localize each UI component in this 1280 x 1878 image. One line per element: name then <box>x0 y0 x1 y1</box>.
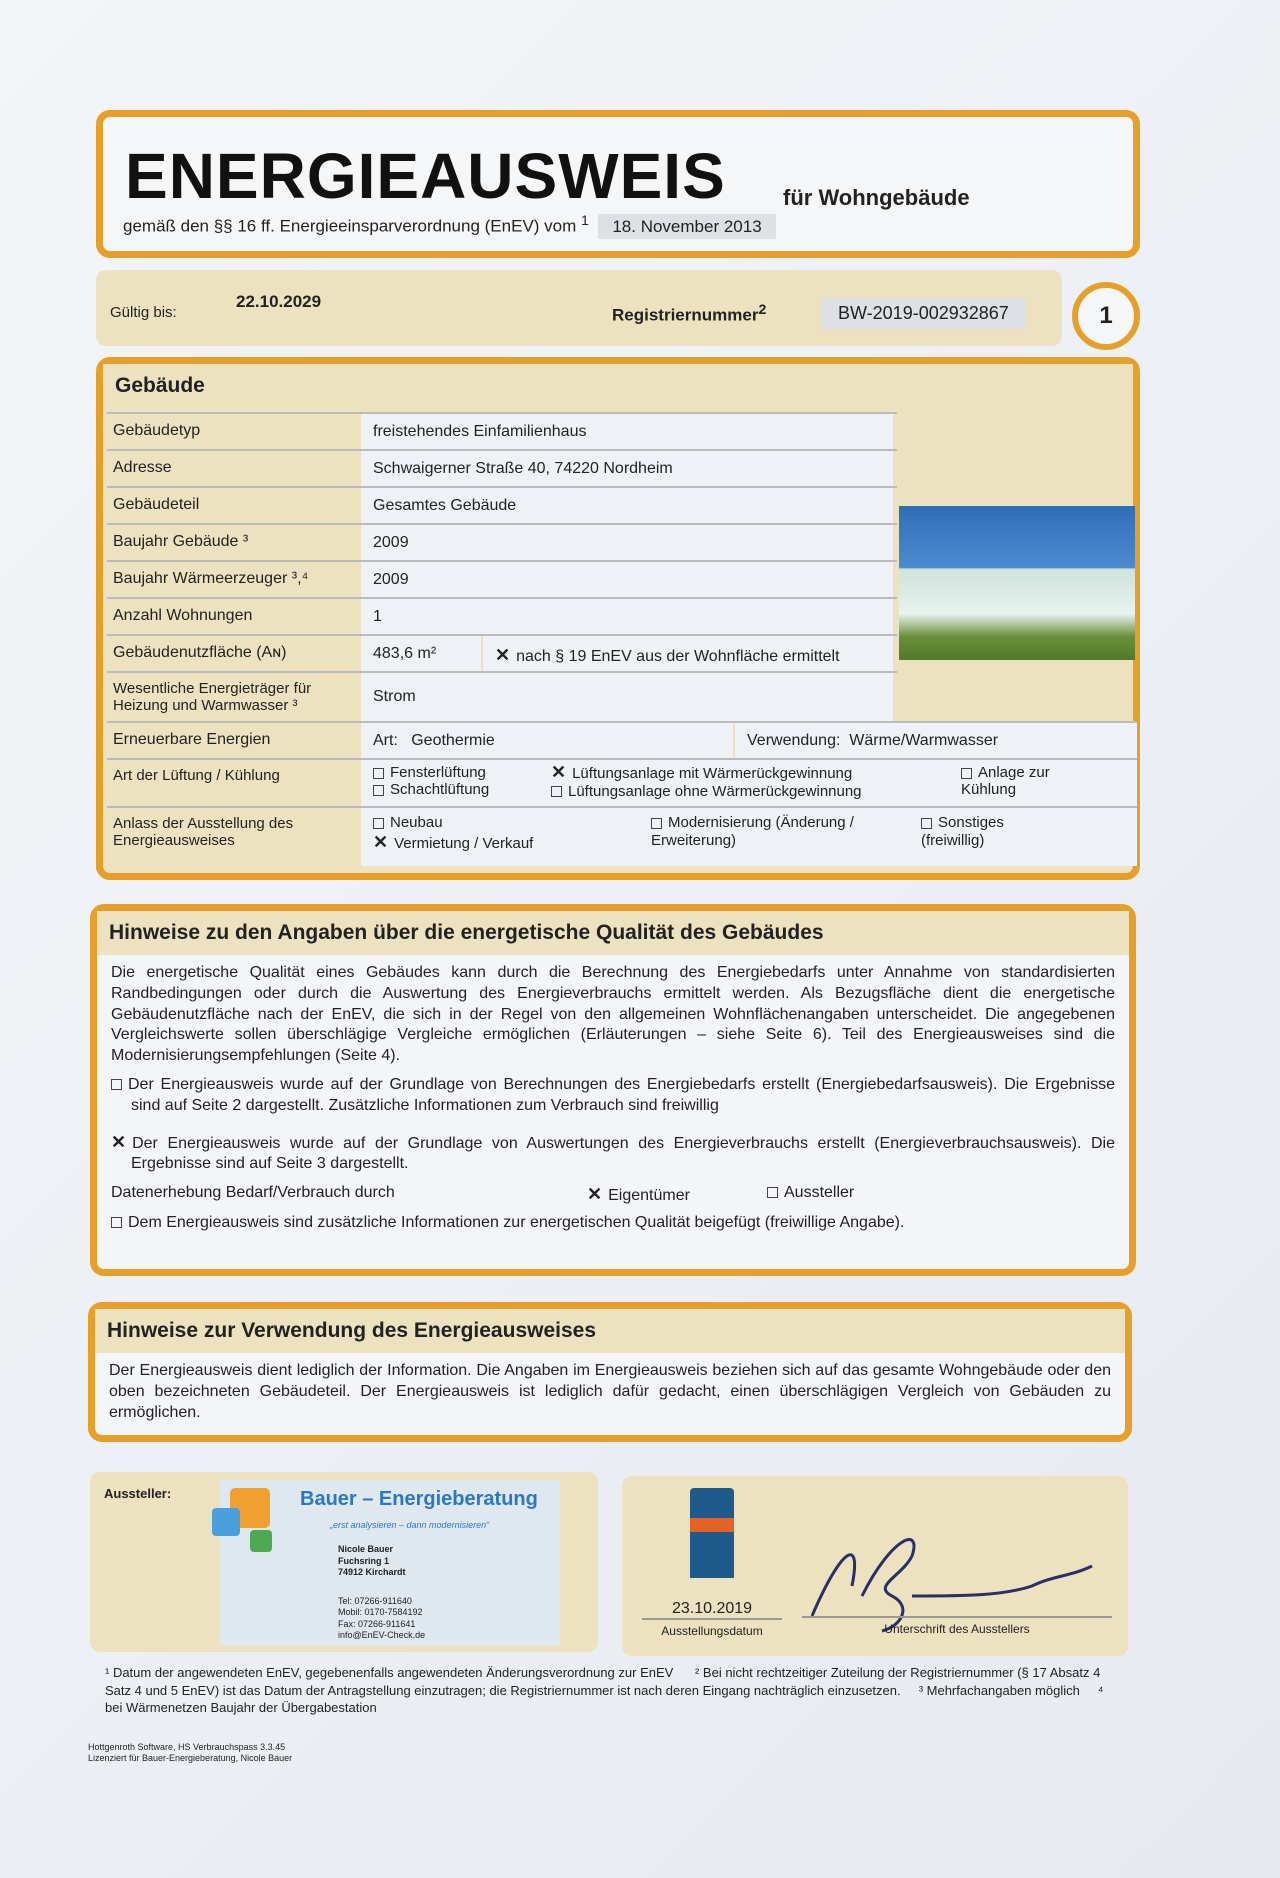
valid-until-date: 22.10.2029 <box>236 292 322 311</box>
table-row <box>107 758 1137 806</box>
checkbox-checked-icon[interactable]: ✕ <box>373 832 389 852</box>
row-label: Gebäudeteil <box>107 488 359 523</box>
option-text: Der Energieausweis wurde auf der Grundlage von Auswertungen des Energieverbrauchs erstellt (Energieverbrauchsausweis). Die Ergebnisse sind auf Seite 3 dargestellt. <box>131 1134 1115 1173</box>
section-heading: Hinweise zu den Angaben über die energetische Qualität des Gebäudes <box>97 911 1129 955</box>
checkbox-checked-icon[interactable]: ✕ <box>551 762 567 782</box>
company-name: Bauer – Energieberatung <box>300 1488 538 1510</box>
checkbox[interactable] <box>767 1187 778 1198</box>
issuer-city: 74912 Kirchardt <box>338 1567 406 1578</box>
section-heading: Gebäude <box>103 364 1133 408</box>
row-value: 2009 <box>361 525 893 560</box>
issuer-mobile: Mobil: 0170-7584192 <box>338 1607 423 1618</box>
footnote-1: ¹ Datum der angewendeten EnEV, gegebenenfalls angewendeten Änderungsverordnung zur EnEV <box>105 1665 674 1680</box>
data-collection-label: Datenerhebung Bedarf/Verbrauch durch <box>111 1184 395 1202</box>
issuer-name: Nicole Bauer <box>338 1544 394 1554</box>
row-value: Strom <box>361 673 893 721</box>
validity-bar <box>96 270 1062 346</box>
issuer-street: Fuchsring 1 <box>338 1555 390 1566</box>
signature-box <box>622 1476 1128 1656</box>
row-value: 1 <box>361 599 893 634</box>
issue-date-label: Ausstellungsdatum <box>661 1624 763 1638</box>
table-row <box>107 486 897 523</box>
footnotes <box>105 1664 1105 1717</box>
company-slogan: „erst analysieren – dann modernisieren“ <box>330 1520 490 1530</box>
table-row <box>107 806 1137 866</box>
footnote-mark: 2 <box>758 302 767 318</box>
option-label: Lüftungsanlage ohne Wärmerückgewinnung <box>568 782 862 800</box>
art-value: Geothermie <box>411 732 495 749</box>
option-label: Fensterlüftung <box>390 764 486 781</box>
checkbox[interactable] <box>111 1079 122 1090</box>
footnote-4: ⁴ bei Wärmenetzen Baujahr der Übergabestation <box>105 1682 1104 1716</box>
software-line: Hottgenroth Software, HS Verbrauchspass 3.3.45 <box>88 1742 286 1752</box>
row-value: Gesamtes Gebäude <box>361 488 893 523</box>
issuer-address <box>338 1544 406 1579</box>
building-section <box>96 357 1140 880</box>
checkbox[interactable] <box>651 818 662 829</box>
checkbox-checked-icon[interactable]: ✕ <box>495 645 511 665</box>
row-label: Wesentliche Energieträger für Heizung und Warmwasser ³ <box>107 673 359 721</box>
option-label: Schachtlüftung <box>390 781 490 799</box>
registration-label-text: Registriernummer <box>612 305 759 325</box>
checkbox[interactable] <box>373 785 384 796</box>
table-row <box>107 412 897 449</box>
checkbox-checked-icon[interactable]: ✕ <box>111 1131 127 1152</box>
row-label: Erneuerbare Energien <box>107 723 359 758</box>
page-number: 1 <box>1072 282 1140 350</box>
checkbox[interactable] <box>551 786 562 797</box>
table-row <box>107 560 897 597</box>
table-row <box>107 671 897 721</box>
table-row <box>107 721 1137 758</box>
checkbox[interactable] <box>921 818 932 829</box>
issuer-contact <box>338 1596 425 1641</box>
notes-intro: Die energetische Qualität eines Gebäudes kann durch die Berechnung des Energiebedarfs unter Annahme von standardisierten Randbedingungen oder durch die Auswertung des Energieverbrauchs ermittelt werden. Als Bezugsfläche dient die energetische Gebäudenutzfläche nach der EnEV, die sich in der Regel von den allgemeinen Wohnflächenangaben unterscheidet. Die angegebenen Vergleichswerte sollen überschlägige Vergleiche ermöglichen (Erläuterungen – siehe Seite 6). Teil des Energieausweises sind die Modernisierungsempfehlungen (Seite 4). <box>111 964 1115 1065</box>
row-label: Art der Lüftung / Kühlung <box>107 760 359 806</box>
registration-label <box>612 302 766 326</box>
option-label: Vermietung / Verkauf <box>394 835 534 852</box>
certification-badge-icon <box>690 1488 734 1578</box>
area-method <box>483 636 893 671</box>
row-label: Anlass der Ausstellung des Energieausweises <box>107 808 359 866</box>
valid-until-label: Gültig bis: <box>110 304 177 321</box>
area-method-text: nach § 19 EnEV aus der Wohnfläche ermittelt <box>516 648 840 665</box>
issuer-box <box>90 1472 598 1652</box>
checkbox[interactable] <box>961 768 972 779</box>
issuer-phone: Tel: 07266-911640 <box>338 1596 412 1606</box>
option-label: Neubau <box>390 814 443 831</box>
row-label: Anzahl Wohnungen <box>107 599 359 634</box>
license-line: Lizenziert für Bauer-Energieberatung, Nicole Bauer <box>88 1752 293 1763</box>
checkbox-checked-icon[interactable]: ✕ <box>587 1184 603 1205</box>
building-photo <box>899 506 1135 660</box>
option-label: Anlage zur Kühlung <box>961 764 1050 799</box>
issuer-label: Aussteller: <box>104 1486 172 1501</box>
table-row <box>107 634 897 671</box>
footnote-2: ² Bei nicht rechtzeitiger Zuteilung der Registriernummer (§ 17 Absatz 4 Satz 4 und 5 EnEV) ist das Datum der Antragstellung einzutragen; die Registriernummer ist nach deren Eingang nachträglich einzusetzen. <box>105 1665 1101 1698</box>
owner-option: Eigentümer <box>608 1187 690 1205</box>
document-subtitle: für Wohngebäude <box>783 185 970 210</box>
issue-date: 23.10.2019 <box>642 1600 782 1620</box>
art-label: Art: <box>373 732 398 749</box>
row-label: Gebäudetyp <box>107 414 359 449</box>
footnote-mark: 1 <box>581 213 589 229</box>
usage-notes-section <box>88 1302 1132 1442</box>
row-label: Gebäudenutzfläche (Aɴ) <box>107 636 359 671</box>
issuer-fax: Fax: 07266-911641 <box>338 1618 416 1629</box>
use-label: Verwendung: <box>747 732 841 749</box>
usage-text: Der Energieausweis dient lediglich der Information. Die Angaben im Energieausweis beziehen sich auf das gesamte Wohngebäude oder den oben bezeichneten Gebäudeteil. Der Energieausweis ist lediglich dafür gedacht, einen überschlägigen Vergleich von Gebäuden zu ermöglichen. <box>109 1362 1111 1421</box>
issuer-email[interactable]: info@EnEV-Check.de <box>338 1629 426 1640</box>
logo-leaf-icon <box>250 1530 272 1552</box>
option-text: Dem Energieausweis sind zusätzliche Informationen zur energetischen Qualität beigefügt (freiwillige Angabe). <box>128 1214 905 1232</box>
enev-date: 18. November 2013 <box>598 214 775 239</box>
use-value: Wärme/Warmwasser <box>849 732 999 749</box>
option-label: Sonstiges (freiwillig) <box>921 814 1004 849</box>
document-title: ENERGIEAUSWEIS <box>125 140 726 212</box>
table-row <box>107 523 897 560</box>
logo-water-icon <box>212 1508 240 1536</box>
checkbox[interactable] <box>111 1217 122 1228</box>
footnote-3: ³ Mehrfachangaben möglich <box>918 1682 1080 1698</box>
table-row <box>107 597 897 634</box>
title-box <box>96 110 1140 258</box>
software-info <box>88 1742 292 1764</box>
row-value: Schwaigerner Straße 40, 74220 Nordheim <box>361 451 893 486</box>
row-label: Baujahr Gebäude ³ <box>107 525 359 560</box>
row-value: 2009 <box>361 562 893 597</box>
signature-label: Unterschrift des Ausstellers <box>802 1616 1112 1636</box>
option-label: Lüftungsanlage mit Wärmerückgewinnung <box>572 765 853 782</box>
quality-notes-section <box>90 904 1136 1276</box>
row-value: freistehendes Einfamilienhaus <box>361 414 893 449</box>
business-card <box>220 1480 560 1646</box>
regulation-line <box>123 213 776 237</box>
regulation-text: gemäß den §§ 16 ff. Energieeinsparverordnung (EnEV) vom <box>123 216 577 236</box>
row-label: Baujahr Wärmeerzeuger ³,⁴ <box>107 562 359 597</box>
section-heading: Hinweise zur Verwendung des Energieausweises <box>95 1309 1125 1353</box>
table-row <box>107 449 897 486</box>
option-label: Modernisierung (Änderung / Erweiterung) <box>651 814 854 849</box>
row-label: Adresse <box>107 451 359 486</box>
checkbox[interactable] <box>373 768 384 779</box>
checkbox[interactable] <box>373 818 384 829</box>
registration-number: BW-2019-002932867 <box>822 298 1025 329</box>
row-value: 483,6 m² <box>361 636 481 671</box>
option-text: Der Energieausweis wurde auf der Grundlage von Berechnungen des Energiebedarfs erstellt (Energiebedarfsausweis). Die Ergebnisse sind auf Seite 2 dargestellt. Zusätzliche Informationen zum Verbrauch sind freiwillig <box>128 1075 1115 1114</box>
issuer-option: Aussteller <box>784 1184 855 1202</box>
